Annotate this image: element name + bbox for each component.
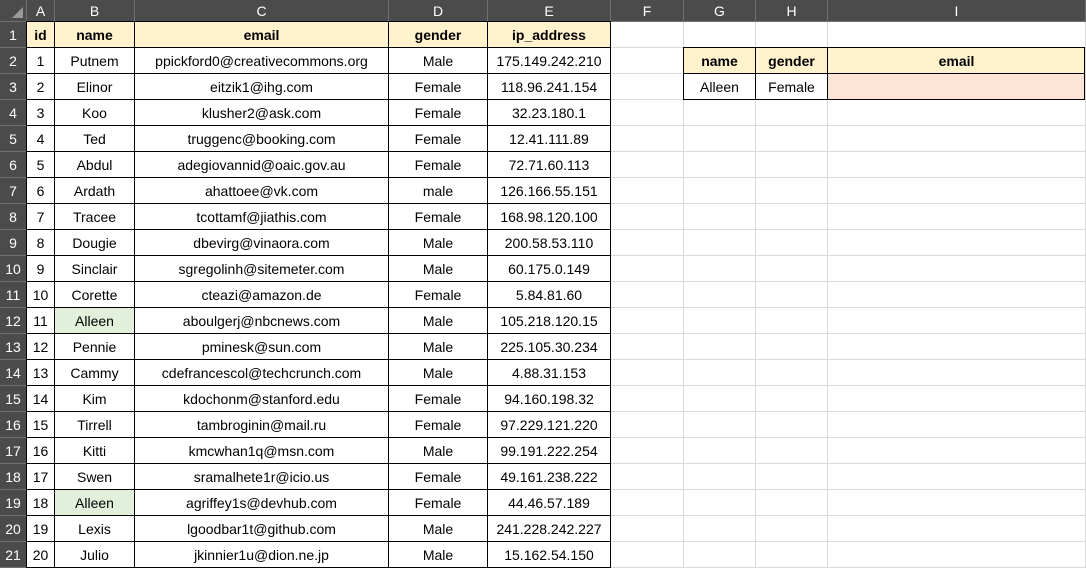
column-header-b[interactable]: B bbox=[55, 0, 135, 22]
table-cell-name[interactable]: Tirrell bbox=[55, 412, 135, 438]
lookup-header-gender[interactable]: gender bbox=[756, 48, 828, 74]
cell-h8[interactable] bbox=[756, 204, 828, 230]
cell-f17[interactable] bbox=[611, 438, 684, 464]
column-header-f[interactable]: F bbox=[611, 0, 684, 22]
table-cell-email[interactable]: truggenc@booking.com bbox=[135, 126, 389, 152]
table-cell-id[interactable]: 12 bbox=[27, 334, 55, 360]
table-cell-gender[interactable]: Female bbox=[389, 74, 488, 100]
row-header-16[interactable]: 16 bbox=[0, 412, 27, 438]
cell-g7[interactable] bbox=[684, 178, 756, 204]
table-cell-name[interactable]: Abdul bbox=[55, 152, 135, 178]
table-cell-gender[interactable]: Female bbox=[389, 282, 488, 308]
cell-h15[interactable] bbox=[756, 386, 828, 412]
cell-g20[interactable] bbox=[684, 516, 756, 542]
cell-h6[interactable] bbox=[756, 152, 828, 178]
table-cell-ip-address[interactable]: 12.41.111.89 bbox=[488, 126, 611, 152]
table-cell-name[interactable]: Kim bbox=[55, 386, 135, 412]
cell-i5[interactable] bbox=[828, 126, 1086, 152]
table-cell-gender[interactable]: Male bbox=[389, 230, 488, 256]
select-all-triangle-icon bbox=[12, 7, 23, 18]
table-cell-email[interactable]: kmcwhan1q@msn.com bbox=[135, 438, 389, 464]
column-header-e[interactable]: E bbox=[488, 0, 611, 22]
table-cell-id[interactable]: 6 bbox=[27, 178, 55, 204]
cell-g10[interactable] bbox=[684, 256, 756, 282]
cell-h21[interactable] bbox=[756, 542, 828, 568]
cell-h16[interactable] bbox=[756, 412, 828, 438]
table-cell-email[interactable]: adegiovannid@oaic.gov.au bbox=[135, 152, 389, 178]
cell-i18[interactable] bbox=[828, 464, 1086, 490]
column-header-a[interactable]: A bbox=[27, 0, 55, 22]
table-cell-id[interactable]: 20 bbox=[27, 542, 55, 568]
cell-h12[interactable] bbox=[756, 308, 828, 334]
lookup-header-name[interactable]: name bbox=[684, 48, 756, 74]
table-cell-id[interactable]: 8 bbox=[27, 230, 55, 256]
table-cell-id[interactable]: 5 bbox=[27, 152, 55, 178]
row-header-8[interactable]: 8 bbox=[0, 204, 27, 230]
cell-h9[interactable] bbox=[756, 230, 828, 256]
table-cell-name[interactable]: Kitti bbox=[55, 438, 135, 464]
cell-f11[interactable] bbox=[611, 282, 684, 308]
cell-f15[interactable] bbox=[611, 386, 684, 412]
cell-f4[interactable] bbox=[611, 100, 684, 126]
table-cell-name[interactable]: Alleen bbox=[55, 308, 135, 334]
cell-i17[interactable] bbox=[828, 438, 1086, 464]
cell-i8[interactable] bbox=[828, 204, 1086, 230]
table-cell-id[interactable]: 13 bbox=[27, 360, 55, 386]
cell-f14[interactable] bbox=[611, 360, 684, 386]
table-cell-id[interactable]: 16 bbox=[27, 438, 55, 464]
table-cell-email[interactable]: aboulgerj@nbcnews.com bbox=[135, 308, 389, 334]
cell-f10[interactable] bbox=[611, 256, 684, 282]
table-cell-gender[interactable]: Male bbox=[389, 438, 488, 464]
row-header-18[interactable]: 18 bbox=[0, 464, 27, 490]
table-cell-name[interactable]: Lexis bbox=[55, 516, 135, 542]
table-cell-name[interactable]: Julio bbox=[55, 542, 135, 568]
cell-i1[interactable] bbox=[828, 22, 1086, 48]
table-header-ip-address[interactable]: ip_address bbox=[488, 22, 611, 48]
cell-f18[interactable] bbox=[611, 464, 684, 490]
table-cell-gender[interactable]: Female bbox=[389, 490, 488, 516]
cell-g6[interactable] bbox=[684, 152, 756, 178]
cell-i16[interactable] bbox=[828, 412, 1086, 438]
table-cell-name[interactable]: Pennie bbox=[55, 334, 135, 360]
table-cell-gender[interactable]: Male bbox=[389, 516, 488, 542]
column-header-d[interactable]: D bbox=[389, 0, 488, 22]
table-cell-name[interactable]: Elinor bbox=[55, 74, 135, 100]
cell-g18[interactable] bbox=[684, 464, 756, 490]
table-cell-email[interactable]: dbevirg@vinaora.com bbox=[135, 230, 389, 256]
cell-i7[interactable] bbox=[828, 178, 1086, 204]
cell-g11[interactable] bbox=[684, 282, 756, 308]
table-cell-id[interactable]: 11 bbox=[27, 308, 55, 334]
table-cell-email[interactable]: lgoodbar1t@github.com bbox=[135, 516, 389, 542]
table-cell-name[interactable]: Cammy bbox=[55, 360, 135, 386]
cell-h19[interactable] bbox=[756, 490, 828, 516]
table-cell-email[interactable]: cdefrancescol@techcrunch.com bbox=[135, 360, 389, 386]
table-header-email[interactable]: email bbox=[135, 22, 389, 48]
table-cell-ip-address[interactable]: 118.96.241.154 bbox=[488, 74, 611, 100]
table-cell-name[interactable]: Corette bbox=[55, 282, 135, 308]
table-cell-id[interactable]: 18 bbox=[27, 490, 55, 516]
cell-f12[interactable] bbox=[611, 308, 684, 334]
cell-g9[interactable] bbox=[684, 230, 756, 256]
cell-f7[interactable] bbox=[611, 178, 684, 204]
table-cell-email[interactable]: klusher2@ask.com bbox=[135, 100, 389, 126]
table-cell-gender[interactable]: male bbox=[389, 178, 488, 204]
table-cell-name[interactable]: Putnem bbox=[55, 48, 135, 74]
table-cell-id[interactable]: 9 bbox=[27, 256, 55, 282]
table-cell-ip-address[interactable]: 94.160.198.32 bbox=[488, 386, 611, 412]
cell-h5[interactable] bbox=[756, 126, 828, 152]
cell-i14[interactable] bbox=[828, 360, 1086, 386]
table-cell-ip-address[interactable]: 32.23.180.1 bbox=[488, 100, 611, 126]
table-cell-email[interactable]: sramalhete1r@icio.us bbox=[135, 464, 389, 490]
cell-g14[interactable] bbox=[684, 360, 756, 386]
cell-i9[interactable] bbox=[828, 230, 1086, 256]
cell-g13[interactable] bbox=[684, 334, 756, 360]
table-cell-id[interactable]: 7 bbox=[27, 204, 55, 230]
cell-i13[interactable] bbox=[828, 334, 1086, 360]
table-cell-name[interactable]: Dougie bbox=[55, 230, 135, 256]
lookup-gender-value[interactable]: Female bbox=[756, 74, 828, 100]
row-header-13[interactable]: 13 bbox=[0, 334, 27, 360]
table-cell-ip-address[interactable]: 225.105.30.234 bbox=[488, 334, 611, 360]
cell-f9[interactable] bbox=[611, 230, 684, 256]
table-cell-gender[interactable]: Male bbox=[389, 48, 488, 74]
cell-g15[interactable] bbox=[684, 386, 756, 412]
cell-f13[interactable] bbox=[611, 334, 684, 360]
cell-g4[interactable] bbox=[684, 100, 756, 126]
cell-h1[interactable] bbox=[756, 22, 828, 48]
table-cell-email[interactable]: eitzik1@ihg.com bbox=[135, 74, 389, 100]
table-cell-gender[interactable]: Male bbox=[389, 256, 488, 282]
row-header-10[interactable]: 10 bbox=[0, 256, 27, 282]
cell-i12[interactable] bbox=[828, 308, 1086, 334]
cell-f16[interactable] bbox=[611, 412, 684, 438]
table-cell-ip-address[interactable]: 175.149.242.210 bbox=[488, 48, 611, 74]
cell-f2[interactable] bbox=[611, 48, 684, 74]
row-header-21[interactable]: 21 bbox=[0, 542, 27, 568]
cell-f1[interactable] bbox=[611, 22, 684, 48]
table-cell-name[interactable]: Koo bbox=[55, 100, 135, 126]
table-cell-id[interactable]: 10 bbox=[27, 282, 55, 308]
row-header-11[interactable]: 11 bbox=[0, 282, 27, 308]
cell-i4[interactable] bbox=[828, 100, 1086, 126]
table-cell-gender[interactable]: Male bbox=[389, 360, 488, 386]
cell-f19[interactable] bbox=[611, 490, 684, 516]
table-cell-ip-address[interactable]: 49.161.238.222 bbox=[488, 464, 611, 490]
row-header-14[interactable]: 14 bbox=[0, 360, 27, 386]
table-cell-ip-address[interactable]: 60.175.0.149 bbox=[488, 256, 611, 282]
cell-i19[interactable] bbox=[828, 490, 1086, 516]
cell-h10[interactable] bbox=[756, 256, 828, 282]
table-cell-ip-address[interactable]: 126.166.55.151 bbox=[488, 178, 611, 204]
cell-f20[interactable] bbox=[611, 516, 684, 542]
table-cell-name[interactable]: Swen bbox=[55, 464, 135, 490]
table-cell-ip-address[interactable]: 5.84.81.60 bbox=[488, 282, 611, 308]
table-cell-id[interactable]: 1 bbox=[27, 48, 55, 74]
table-cell-id[interactable]: 17 bbox=[27, 464, 55, 490]
cell-h17[interactable] bbox=[756, 438, 828, 464]
cell-g1[interactable] bbox=[684, 22, 756, 48]
cell-i21[interactable] bbox=[828, 542, 1086, 568]
cell-i6[interactable] bbox=[828, 152, 1086, 178]
lookup-name-value[interactable]: Alleen bbox=[684, 74, 756, 100]
column-header-g[interactable]: G bbox=[684, 0, 756, 22]
cell-g17[interactable] bbox=[684, 438, 756, 464]
table-cell-ip-address[interactable]: 97.229.121.220 bbox=[488, 412, 611, 438]
table-cell-name[interactable]: Tracee bbox=[55, 204, 135, 230]
cell-g21[interactable] bbox=[684, 542, 756, 568]
row-header-5[interactable]: 5 bbox=[0, 126, 27, 152]
table-cell-gender[interactable]: Male bbox=[389, 542, 488, 568]
cell-h11[interactable] bbox=[756, 282, 828, 308]
table-cell-id[interactable]: 4 bbox=[27, 126, 55, 152]
table-cell-gender[interactable]: Male bbox=[389, 308, 488, 334]
cell-f5[interactable] bbox=[611, 126, 684, 152]
table-cell-name[interactable]: Alleen bbox=[55, 490, 135, 516]
table-cell-gender[interactable]: Female bbox=[389, 386, 488, 412]
row-header-1[interactable]: 1 bbox=[0, 22, 27, 48]
table-cell-email[interactable]: jkinnier1u@dion.ne.jp bbox=[135, 542, 389, 568]
table-cell-email[interactable]: ahattoee@vk.com bbox=[135, 178, 389, 204]
row-header-20[interactable]: 20 bbox=[0, 516, 27, 542]
table-header-gender[interactable]: gender bbox=[389, 22, 488, 48]
row-header-3[interactable]: 3 bbox=[0, 74, 27, 100]
table-cell-ip-address[interactable]: 200.58.53.110 bbox=[488, 230, 611, 256]
table-cell-email[interactable]: cteazi@amazon.de bbox=[135, 282, 389, 308]
table-cell-name[interactable]: Ardath bbox=[55, 178, 135, 204]
cell-h20[interactable] bbox=[756, 516, 828, 542]
cell-g19[interactable] bbox=[684, 490, 756, 516]
cell-h4[interactable] bbox=[756, 100, 828, 126]
table-cell-ip-address[interactable]: 241.228.242.227 bbox=[488, 516, 611, 542]
row-header-12[interactable]: 12 bbox=[0, 308, 27, 334]
table-cell-email[interactable]: pminesk@sun.com bbox=[135, 334, 389, 360]
lookup-header-email[interactable]: email bbox=[828, 48, 1086, 74]
row-header-2[interactable]: 2 bbox=[0, 48, 27, 74]
row-header-17[interactable]: 17 bbox=[0, 438, 27, 464]
table-cell-ip-address[interactable]: 15.162.54.150 bbox=[488, 542, 611, 568]
row-header-6[interactable]: 6 bbox=[0, 152, 27, 178]
table-cell-gender[interactable]: Female bbox=[389, 152, 488, 178]
column-header-c[interactable]: C bbox=[135, 0, 389, 22]
row-header-9[interactable]: 9 bbox=[0, 230, 27, 256]
table-cell-name[interactable]: Sinclair bbox=[55, 256, 135, 282]
table-cell-gender[interactable]: Female bbox=[389, 126, 488, 152]
table-cell-email[interactable]: tcottamf@jiathis.com bbox=[135, 204, 389, 230]
cell-i11[interactable] bbox=[828, 282, 1086, 308]
table-cell-ip-address[interactable]: 168.98.120.100 bbox=[488, 204, 611, 230]
column-header-i[interactable]: I bbox=[828, 0, 1086, 22]
cell-i20[interactable] bbox=[828, 516, 1086, 542]
row-header-15[interactable]: 15 bbox=[0, 386, 27, 412]
table-cell-gender[interactable]: Female bbox=[389, 204, 488, 230]
table-cell-email[interactable]: kdochonm@stanford.edu bbox=[135, 386, 389, 412]
cell-f3[interactable] bbox=[611, 74, 684, 100]
table-cell-id[interactable]: 15 bbox=[27, 412, 55, 438]
row-header-7[interactable]: 7 bbox=[0, 178, 27, 204]
row-header-4[interactable]: 4 bbox=[0, 100, 27, 126]
table-header-id[interactable]: id bbox=[27, 22, 55, 48]
table-header-name[interactable]: name bbox=[55, 22, 135, 48]
table-cell-email[interactable]: tambroginin@mail.ru bbox=[135, 412, 389, 438]
table-cell-email[interactable]: agriffey1s@devhub.com bbox=[135, 490, 389, 516]
lookup-email-result[interactable] bbox=[828, 74, 1086, 100]
row-header-19[interactable]: 19 bbox=[0, 490, 27, 516]
table-cell-gender[interactable]: Female bbox=[389, 412, 488, 438]
table-cell-ip-address[interactable]: 72.71.60.113 bbox=[488, 152, 611, 178]
column-header-h[interactable]: H bbox=[756, 0, 828, 22]
cell-h14[interactable] bbox=[756, 360, 828, 386]
cell-f21[interactable] bbox=[611, 542, 684, 568]
table-cell-ip-address[interactable]: 4.88.31.153 bbox=[488, 360, 611, 386]
table-cell-id[interactable]: 2 bbox=[27, 74, 55, 100]
table-cell-ip-address[interactable]: 105.218.120.15 bbox=[488, 308, 611, 334]
table-cell-gender[interactable]: Female bbox=[389, 100, 488, 126]
cell-h13[interactable] bbox=[756, 334, 828, 360]
table-cell-ip-address[interactable]: 44.46.57.189 bbox=[488, 490, 611, 516]
table-cell-gender[interactable]: Male bbox=[389, 334, 488, 360]
table-cell-id[interactable]: 3 bbox=[27, 100, 55, 126]
table-cell-id[interactable]: 14 bbox=[27, 386, 55, 412]
cell-i10[interactable] bbox=[828, 256, 1086, 282]
select-all-corner[interactable] bbox=[0, 0, 27, 22]
cell-g12[interactable] bbox=[684, 308, 756, 334]
cell-i15[interactable] bbox=[828, 386, 1086, 412]
cell-h18[interactable] bbox=[756, 464, 828, 490]
cell-f6[interactable] bbox=[611, 152, 684, 178]
table-cell-ip-address[interactable]: 99.191.222.254 bbox=[488, 438, 611, 464]
table-cell-gender[interactable]: Female bbox=[389, 464, 488, 490]
cell-f8[interactable] bbox=[611, 204, 684, 230]
table-cell-name[interactable]: Ted bbox=[55, 126, 135, 152]
table-cell-id[interactable]: 19 bbox=[27, 516, 55, 542]
cell-g16[interactable] bbox=[684, 412, 756, 438]
cell-h7[interactable] bbox=[756, 178, 828, 204]
table-cell-email[interactable]: sgregolinh@sitemeter.com bbox=[135, 256, 389, 282]
cell-g5[interactable] bbox=[684, 126, 756, 152]
table-cell-email[interactable]: ppickford0@creativecommons.org bbox=[135, 48, 389, 74]
cell-g8[interactable] bbox=[684, 204, 756, 230]
